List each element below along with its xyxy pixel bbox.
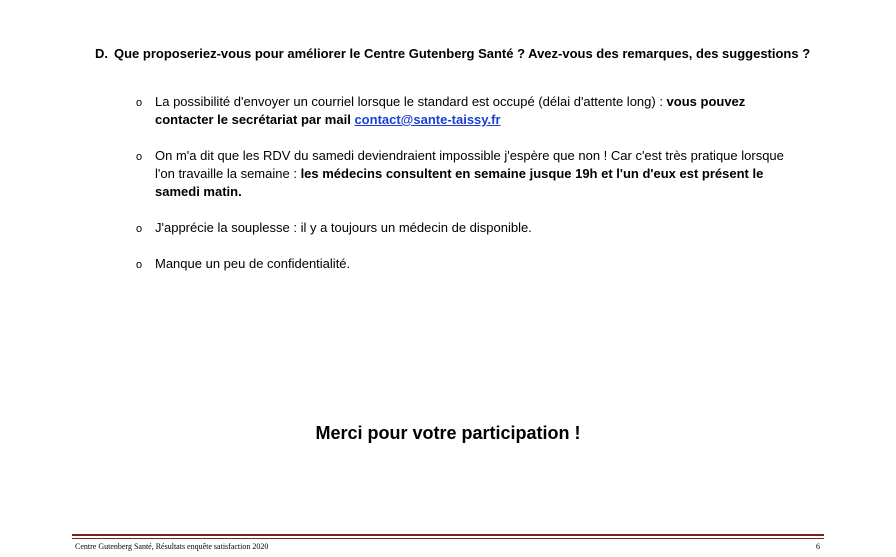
footer-rule — [72, 534, 824, 536]
bullet-icon: o — [136, 97, 143, 109]
thanks-message: Merci pour votre participation ! — [315, 423, 581, 443]
email-link[interactable]: contact@sante-taissy.fr — [354, 112, 501, 127]
section-letter: D. — [95, 46, 108, 61]
suggestion-list — [133, 93, 793, 291]
item-text: J'apprécie la souplesse : il y a toujours un médecin de disponible. — [155, 220, 532, 235]
bullet-icon: o — [136, 259, 143, 271]
list-item — [133, 219, 793, 237]
item-text: Manque un peu de confidentialité. — [155, 256, 351, 271]
section-heading — [95, 46, 855, 61]
section-question: Que proposeriez-vous pour améliorer le Centre Gutenberg Santé ? Avez-vous des remarques, des suggestions ? — [114, 46, 811, 61]
item-bold-text: vous pouvez contacter le secrétariat par mail — [155, 94, 746, 127]
item-bold-text: les médecins consultent en semaine jusque 19h et l'un d'eux est présent le samedi matin. — [155, 166, 764, 199]
item-text: On m'a dit que les RDV du samedi deviendraient impossible j'espère que non ! Car c'est très pratique lorsque l'on travaille la semaine : — [155, 148, 784, 181]
list-item — [133, 255, 793, 273]
item-text: La possibilité d'envoyer un courriel lorsque le standard est occupé (délai d'attente long) : — [155, 94, 667, 109]
list-item — [133, 147, 793, 201]
footer-text: Centre Gutenberg Santé, Résultats enquête satisfaction 2020 — [75, 542, 269, 551]
footer-rule-thin — [72, 538, 824, 539]
list-item — [133, 93, 793, 129]
bullet-icon: o — [136, 151, 143, 163]
page-number: 6 — [816, 542, 820, 551]
bullet-icon: o — [136, 223, 143, 235]
